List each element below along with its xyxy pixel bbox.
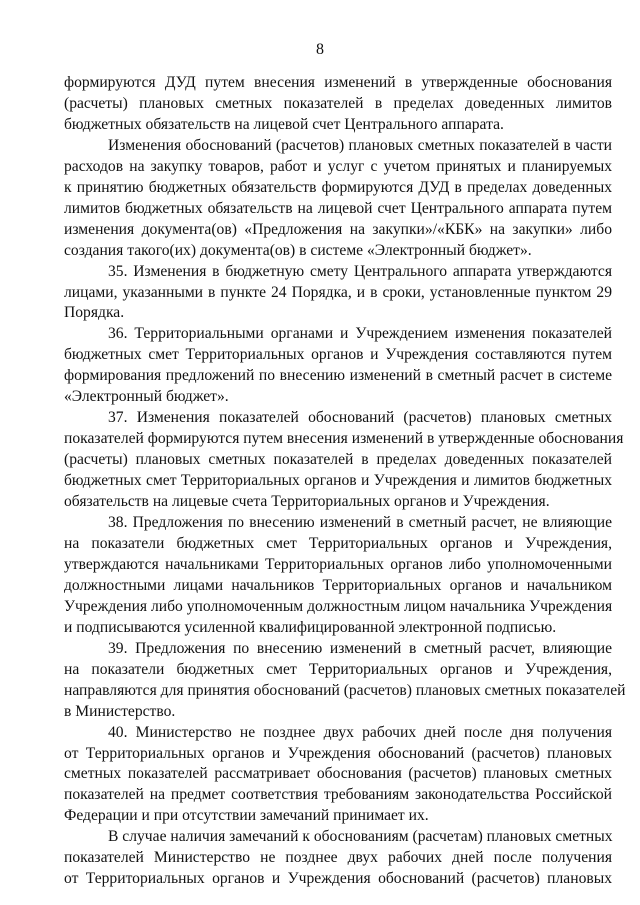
text-line: бюджетных смет Территориальных органов и Учреждения и лимитов бюджетных (64, 472, 612, 490)
text-line: направляются для принятия обоснований (расчетов) плановых сметных показателей (64, 681, 626, 699)
text-line: лимитов бюджетных обязательств на лицевой счет Центрального аппарата путем (64, 199, 612, 217)
document-body (64, 73, 626, 890)
text-line: Федерации и при отсутствии замечаний принимает их. (64, 807, 429, 825)
text-line: 39. Предложения по внесению изменений в сметный расчет, влияющие (108, 639, 612, 657)
text-line: «Электронный бюджет». (64, 388, 229, 406)
text-line: изменения документа(ов) «Предложения на закупки»/«КБК» на закупки» либо (64, 220, 612, 238)
text-line: (расчеты) плановых сметных показателей в пределах доведенных лимитов (64, 94, 612, 112)
text-line: формирования предложений по внесению изменений в сметный расчет в системе (64, 367, 612, 385)
text-line: в Министерство. (64, 702, 176, 720)
text-line: сметных показателей рассматривает обоснования (расчетов) плановых сметных (64, 765, 612, 783)
text-line: показателей на предмет соответствия требованиям законодательства Российской (64, 786, 612, 804)
text-line: бюджетных смет Территориальных органов и Учреждения составляются путем (64, 346, 612, 364)
text-line: утверждаются начальниками Территориальных органов либо уполномоченными (64, 555, 612, 573)
paragraph (64, 136, 612, 262)
text-line: обязательств на лицевые счета Территориальных органов и Учреждения. (64, 493, 550, 511)
text-line: лицами, указанными в пункте 24 Порядка, и в сроки, установленные пунктом 29 (64, 283, 612, 301)
text-line: Учреждения либо уполномоченным должностным лицом начальника Учреждения (64, 597, 613, 615)
text-line: на показатели бюджетных смет Территориальных органов и Учреждения, (64, 534, 612, 552)
text-line: от Территориальных органов и Учреждения обоснований (расчетов) плановых (64, 870, 612, 888)
text-line: Изменения обоснований (расчетов) плановых сметных показателей в части (108, 136, 612, 154)
text-line: должностными лицами начальников Территориальных органов и начальником (64, 576, 612, 594)
text-line: показателей Министерство не позднее двух рабочих дней после получения (64, 849, 612, 867)
text-line: 38. Предложения по внесению изменений в сметный расчет, не влияющие (108, 514, 612, 532)
paragraph (64, 73, 612, 136)
text-line: 40. Министерство не позднее двух рабочих дней после дня получения (108, 723, 612, 741)
text-line: формируются ДУД путем внесения изменений в утвержденные обоснования (64, 74, 612, 91)
text-line: и подписываются усиленной квалифицированной электронной подписью. (64, 618, 557, 636)
text-line: 36. Территориальными органами и Учреждением изменения показателей (108, 325, 612, 343)
paragraph (64, 827, 612, 890)
text-line: 35. Изменения в бюджетную смету Центрального аппарата утверждаются (108, 262, 612, 280)
text-line: к принятию бюджетных обязательств формируются ДУД в пределах доведенных (64, 178, 612, 196)
page-number: 8 (316, 41, 324, 58)
paragraph (64, 723, 612, 828)
text-line: от Территориальных органов и Учреждения обоснований (расчетов) плановых (64, 744, 612, 762)
text-line: Порядка. (64, 304, 125, 322)
text-line: расходов на закупку товаров, работ и услуг с учетом принятых и планируемых (64, 157, 612, 175)
text-line: 37. Изменения показателей обоснований (расчетов) плановых сметных (108, 409, 612, 427)
paragraph (64, 324, 612, 408)
paragraph (64, 408, 624, 513)
paragraph (64, 262, 612, 325)
text-line: В случае наличия замечаний к обоснованиям (расчетам) плановых сметных (108, 828, 613, 846)
text-line: бюджетных обязательств на лицевой счет Центрального аппарата. (64, 115, 504, 133)
text-line: на показатели бюджетных смет Территориальных органов и Учреждения, (64, 660, 612, 678)
text-line: показателей формируются путем внесения изменений в утвержденные обоснования (64, 430, 624, 448)
paragraph (64, 639, 626, 723)
text-line: (расчеты) плановых сметных показателей в пределах доведенных показателей (64, 451, 612, 469)
text-line: создания такого(их) документа(ов) в системе «Электронный бюджет». (64, 241, 532, 259)
paragraph (64, 513, 612, 639)
